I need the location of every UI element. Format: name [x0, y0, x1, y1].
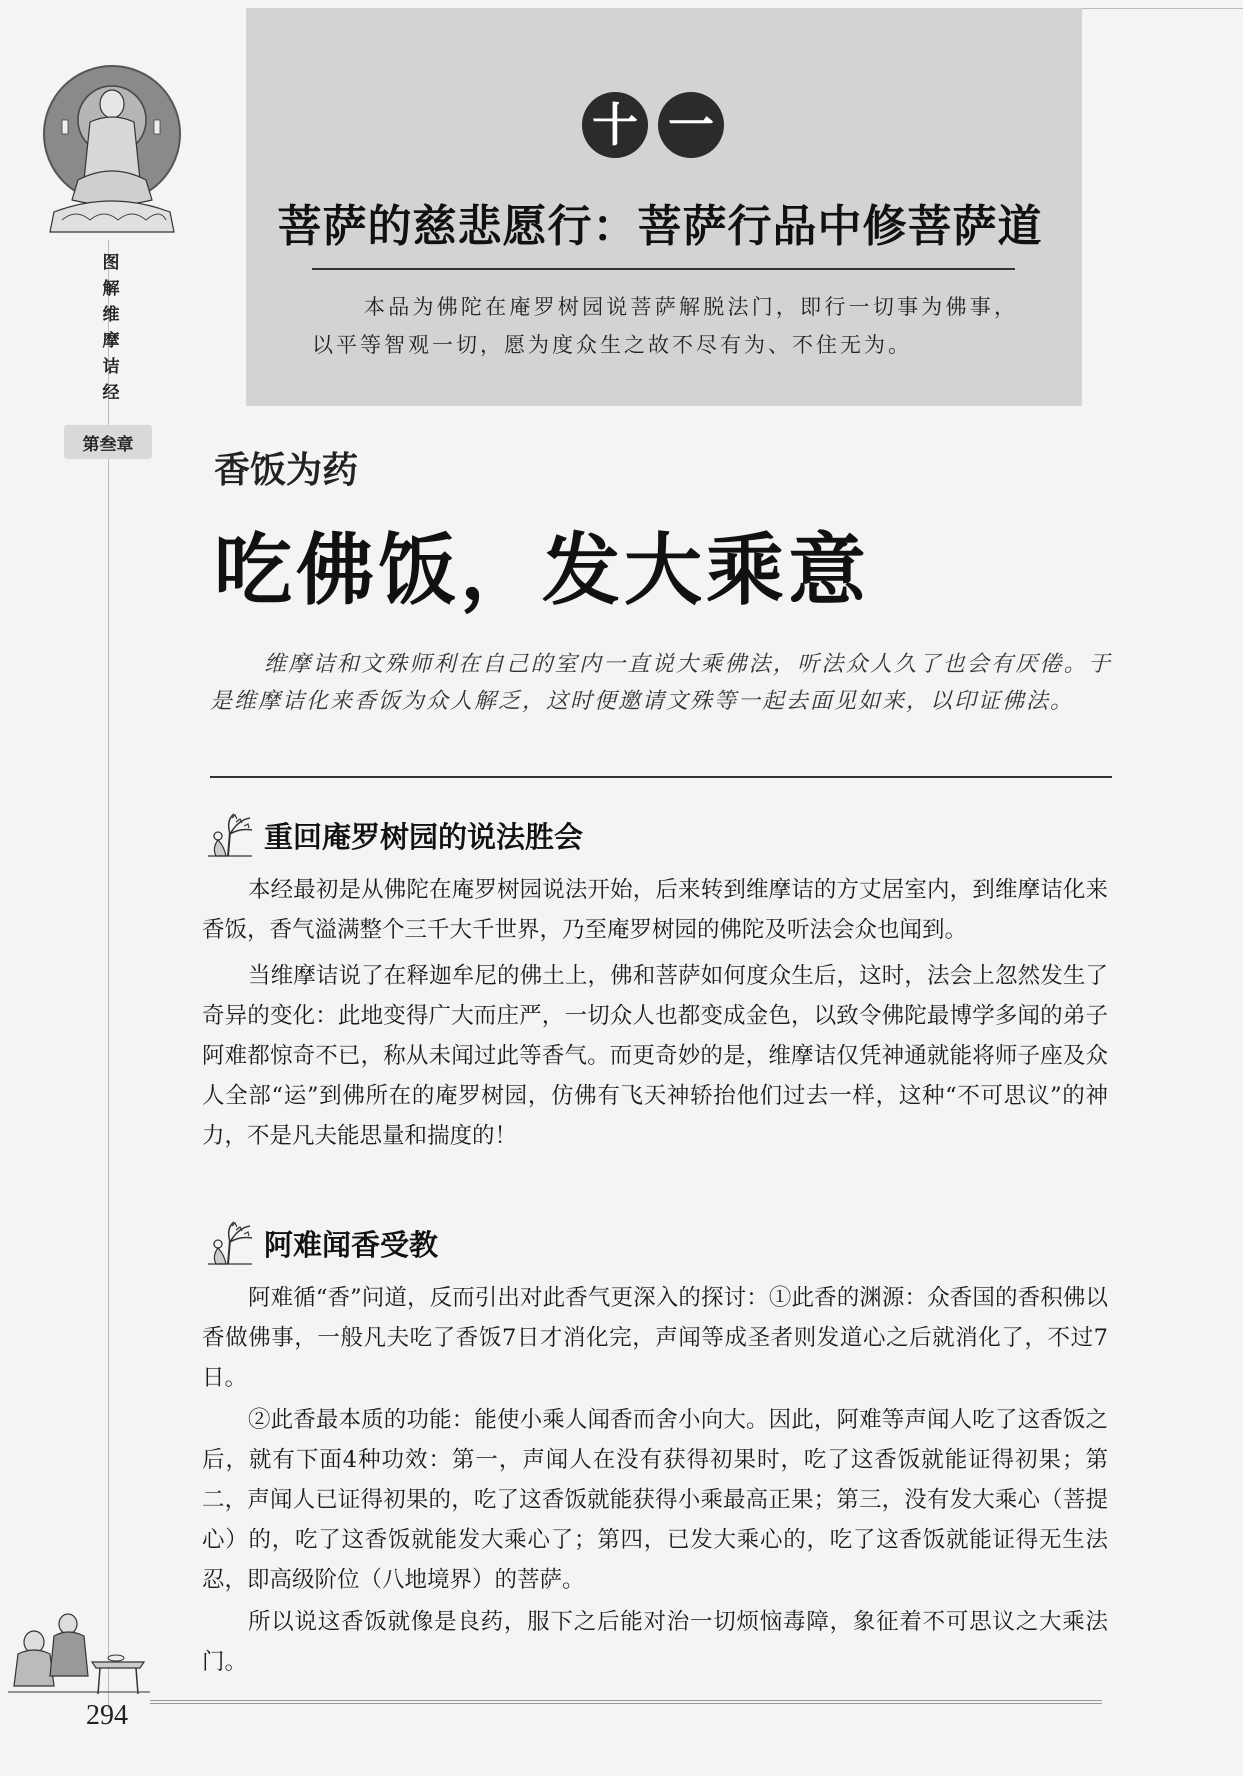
chapter-tag: 第叁章: [64, 425, 152, 459]
section-number-digit: 十: [582, 92, 648, 158]
tree-figure-icon: [206, 1220, 254, 1266]
paragraph: 本经最初是从佛陀在庵罗树园说法开始，后来转到维摩诘的方丈居室内，到维摩诘化来香饭，香气溢满整个三千大千世界，乃至庵罗树园的佛陀及听法会众也闻到。: [202, 877, 1108, 943]
page-edge-line: [1082, 8, 1243, 9]
seated-figures-illustration-icon: [4, 1602, 154, 1698]
subheading-text: 阿难闻香受教: [264, 1227, 439, 1262]
page-number: 294: [86, 1700, 128, 1731]
paragraph: 所以说这香饭就像是良药，服下之后能对治一切烦恼毒障，象征着不可思议之大乘法门。: [202, 1609, 1108, 1675]
topic-intro: 维摩诘和文殊师利在自己的室内一直说大乘佛法，听法众人久了也会有厌倦。于是维摩诘化来香饭为众人解乏，这时便邀请文殊等一起去面见如来，以印证佛法。: [210, 652, 1112, 714]
section-title: 菩萨的慈悲愿行：菩萨行品中修菩萨道: [277, 201, 1043, 252]
section-divider: [312, 268, 1015, 270]
buddha-medallion-icon: [32, 62, 192, 237]
margin-rule: [108, 240, 109, 1710]
paragraph: 当维摩诘说了在释迦牟尼的佛土上，佛和菩萨如何度众生后，这时，法会上忽然发生了奇异的变化：此地变得广大而庄严，一切众人也都变成金色，以致令佛陀最博学多闻的弟子阿难都惊奇不已，称从未闻过此等香气。而更奇妙的是，维摩诘仅凭神通就能将师子座及众人全部“运”到佛所在的庵罗树园，仿佛有飞天神轿抬他们过去一样，这种“不可思议”的神力，不是凡夫能思量和揣度的！: [202, 963, 1108, 1149]
book-title-char: 解: [102, 279, 120, 299]
topic-title: 吃佛饭，发大乘意: [214, 525, 871, 616]
paragraph: ②此香最本质的功能：能使小乘人闻香而舍小向大。因此，阿难等声闻人吃了这香饭之后，就有下面4种功效：第一，声闻人在没有获得初果时，吃了这香饭就能证得初果；第二，声闻人已证得初果的，吃了这香饭就能获得小乘最高正果；第三，没有发大乘心（菩提心）的，吃了这香饭就能发大乘心了；第四，已发大乘心的，吃了这香饭就能证得无生法忍，即高级阶位（八地境界）的菩萨。: [202, 1407, 1108, 1593]
book-title-char: 经: [102, 383, 120, 403]
section-summary: 本品为佛陀在庵罗树园说菩萨解脱法门，即行一切事为佛事，以平等智观一切，愿为度众生之故不尽有为、不住无为。: [312, 295, 1018, 357]
paragraph: 阿难循“香”问道，反而引出对此香气更深入的探讨：①此香的渊源：众香国的香积佛以香做佛事，一般凡夫吃了香饭7日才消化完，声闻等成圣者则发道心之后就消化了，不过7日。: [202, 1285, 1108, 1391]
subheading: [206, 1220, 438, 1266]
section-number: [582, 92, 730, 158]
subheading: [206, 812, 583, 858]
subheading-text: 重回庵罗树园的说法胜会: [264, 819, 584, 854]
tree-figure-icon: [206, 812, 254, 858]
book-title-vertical: [96, 250, 126, 406]
book-title-char: 诘: [102, 357, 120, 377]
book-title-char: 维: [102, 305, 120, 325]
section-number-digit: 一: [658, 92, 724, 158]
body-text: [202, 1278, 1108, 1682]
intro-divider: [210, 776, 1112, 778]
book-title-char: 摩: [102, 331, 120, 351]
footer-divider: [150, 1700, 1102, 1704]
book-title-char: 图: [102, 253, 120, 273]
body-text: [202, 870, 1108, 1156]
topic-subtitle: 香饭为药: [214, 450, 359, 491]
